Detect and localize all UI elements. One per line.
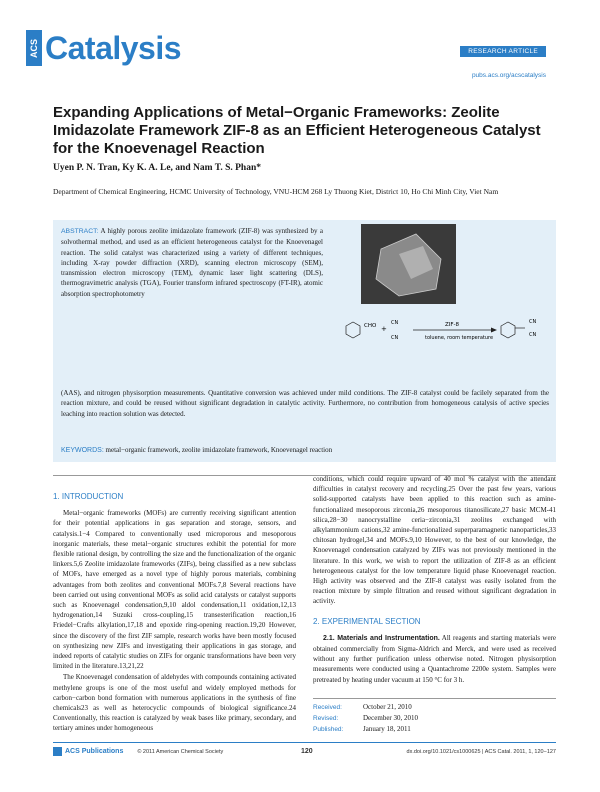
acs-badge: ACS: [26, 30, 42, 66]
journal-name: Catalysis: [45, 30, 182, 66]
intro-paragraph-3: conditions, which could require upward of 40 mol % catalyst with the attendant difficulties in catalyst recovery and recycling.25 Over the past few years, various solid-supported catalysts have been applied to this reaction such as amine-functionalized mesoporous zirconia,26 mesoporous titanosilicate,27 basic MCM-41 silica,28−30 nanocrystalline ceria−zirconia,31 zeolites exchanged with alkylammonium cations,32 amine-functionalized superparamagnetic nanoparticles,33 chitosan hydrogel,34 and MOFs.9,10 However, to the best of our knowledge, the Knoevenagel condensation catalyzed by ZIFs was not previously mentioned in the literature. In this work, we wish to report the utilization of ZIF-8 as an efficient heterogeneous catalyst for the low temperature liquid phase Knoevenagel reaction. High activity was observed and the ZIF-8 catalyst was easily isolated from the reaction mixture by simple filtration and reused without significant degradation in activity.: [313, 475, 556, 606]
cn-label-3: CN: [529, 319, 537, 325]
cn-label-1: CN: [391, 320, 399, 326]
page-number: 120: [301, 748, 313, 755]
conditions-label: toluene, room temperature: [425, 335, 494, 341]
catalyst-label: ZIF-8: [445, 322, 460, 328]
publisher-logo: ACS Publications: [53, 747, 123, 756]
left-column: [53, 488, 296, 735]
experimental-text: All reagents and starting materials were obtained commercially from Sigma-Aldrich and Merck, and were used as received without any further purification unless otherwise noted. Nitrogen physisorption measurements were conducted using a Quantachrome 2200e system. Samples were pretreated by heating under vacuum at 150 °C for 3 h.: [313, 633, 556, 684]
date-published: Published: January 18, 2011: [313, 725, 411, 733]
cho-label: CHO: [364, 323, 377, 329]
right-column: [313, 474, 556, 686]
authors: Uyen P. N. Tran, Ky K. A. Le, and Nam T. S. Phan*: [53, 163, 261, 173]
section-heading-introduction: 1. INTRODUCTION: [53, 492, 124, 501]
acs-publications-icon: [53, 747, 62, 756]
intro-paragraph-2: The Knoevenagel condensation of aldehydes with compounds containing activated methylene groups is one of the most useful and widely employed methods for carbon−carbon bond formation with numerous applications in the synthesis of fine chemicals23 as well as heterocyclic compounds of biological significance.24 Conventionally, this reaction is catalyzed by weak bases like primary, secondary, and tertiary amines under homogeneous: [53, 673, 296, 733]
journal-logo: [26, 30, 181, 66]
doi-citation[interactable]: dx.doi.org/10.1021/cs1000625 | ACS Catal. 2011, 1, 120−127: [406, 748, 556, 755]
date-received: Received: October 21, 2010: [313, 703, 412, 711]
date-revised: Revised: December 30, 2010: [313, 714, 419, 722]
experimental-paragraph-1: [313, 633, 556, 685]
keywords-text: metal−organic framework, zeolite imidazolate framework, Knoevenagel reaction: [105, 446, 333, 454]
article-dates: [313, 698, 556, 735]
benzene-ring-reactant: [346, 322, 360, 338]
plus-sign: +: [381, 325, 387, 333]
abstract-text-bottom: (AAS), and nitrogen physisorption measurements. Quantitative conversion was achieved under mild conditions. The ZIF-8 catalyst could be facilely separated from the reaction mixture, and could be reused without significant degradation in catalytic activity. Furthermore, no contribution from homogeneous catalysis of active species leaching into reaction solution was detected.: [61, 389, 549, 418]
abstract-box: [53, 220, 556, 462]
cn-label-2: CN: [391, 335, 399, 341]
abstract-label: ABSTRACT:: [61, 228, 99, 235]
affiliation: Department of Chemical Engineering, HCMC University of Technology, VNU-HCM 268 Ly Thuong Kiet, District 10, Ho Chi Minh City, Viet Nam: [53, 187, 499, 196]
article-type-badge: RESEARCH ARTICLE: [460, 46, 546, 57]
intro-paragraph-1: Metal−organic frameworks (MOFs) are currently receiving significant attention for their potential applications in gas separation and storage, sensors, and catalysis.1−4 Compared to conventionally used microporous and mesoporous inorganic materials, these metal−organic structures exhibit the potential for more flexible rational design, by controlling the size and the functionalization of the organic linkers.5,6 Zeolite imidazolate frameworks (ZIFs), being classified as a new subclass of MOFs, have emerged as a novel type of highly porous materials, combining advantages from both zeolites and conventional MOFs.7,8 Several reactions have been carried out using conventional MOFs as solid acid catalysts or catalyst supports such as Knoevenagel condensation,9,10 aldol condensation,11 oxidation,12,13 hydrogenation,14 Suzuki cross-coupling,15 transesterification reaction,16 Friedel−Crafts alkylation,17,18 and epoxide ring-opening reaction.19,20 However, since the discovery of the first ZIF sample, research works have been mostly focused on synthesizing new ZIFs and investigating their applications in gas storage, and indeed reports of catalytic studies on ZIFs for organic transformations have been very limited in the literature.13,21,22: [53, 509, 296, 671]
keywords: [61, 446, 332, 454]
cn-label-4: CN: [529, 332, 537, 338]
benzene-ring-product: [501, 322, 515, 338]
section-heading-experimental: 2. EXPERIMENTAL SECTION: [313, 616, 421, 626]
journal-url[interactable]: pubs.acs.org/acscatalysis: [471, 72, 546, 79]
subsection-heading: 2.1. Materials and Instrumentation.: [323, 634, 440, 642]
toc-graphic: [341, 224, 551, 368]
page-footer: [53, 742, 556, 756]
copyright: © 2011 American Chemical Society: [137, 748, 224, 755]
keywords-label: KEYWORDS:: [61, 447, 104, 454]
abstract-text-left: [61, 226, 323, 299]
abstract-body: A highly porous zeolite imidazolate framework (ZIF-8) was synthesized by a solvothermal method, and used as an efficient heterogeneous catalyst for the Knoevenagel reaction. The solid catalyst was characterized using a variety of different techniques, including X-ray powder diffraction (XRD), scanning electron microscopy (SEM), transmission electron microscopy (TEM), dynamic laser light scattering (DLS), thermogravimetric analysis (TGA), Fourier transform infrared spectroscopy (FT-IR), atomic absorption spectrophotometry: [61, 227, 323, 298]
article-title: Expanding Applications of Metal−Organic Frameworks: Zeolite Imidazolate Framework ZIF-8 as an Efficient Heterogeneous Catalyst for the Knoevenagel Reaction: [53, 104, 541, 157]
